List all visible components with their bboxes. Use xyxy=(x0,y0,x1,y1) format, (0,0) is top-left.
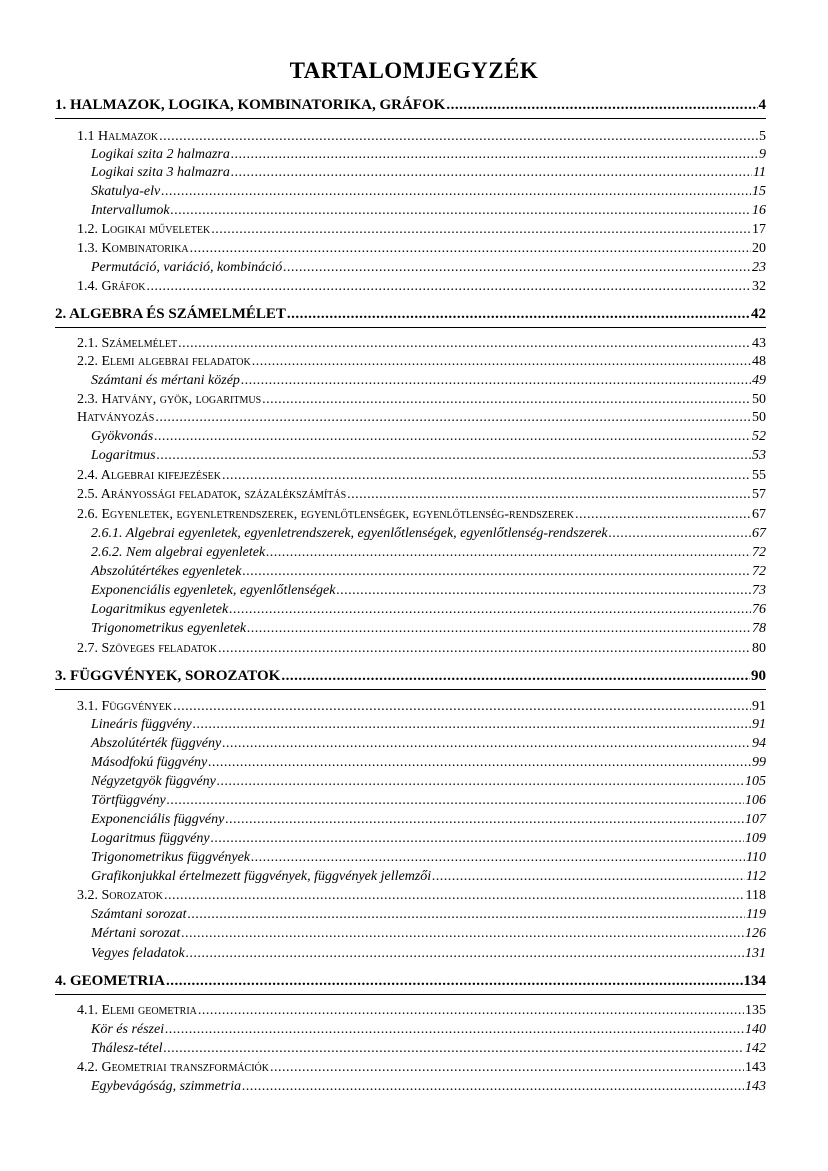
toc-entry-label: Abszolútérték függvény xyxy=(91,736,222,751)
chapter-divider xyxy=(55,327,766,328)
toc-entry[interactable] xyxy=(91,563,766,581)
dot-leader xyxy=(190,240,751,258)
toc-entry-page-number: 32 xyxy=(752,279,766,294)
dot-leader xyxy=(198,1002,744,1020)
toc-entry-page-number: 50 xyxy=(752,410,766,425)
toc-entry-label: Exponenciális egyenletek, egyenlőtlenségek xyxy=(91,583,336,598)
toc-entry-page-number: 72 xyxy=(752,545,766,560)
toc-entry-page-number: 99 xyxy=(752,755,766,770)
toc-entry-label: 1.4. Gráfok xyxy=(77,279,146,294)
toc-entry-page-number: 134 xyxy=(743,973,766,989)
dot-leader xyxy=(178,335,751,353)
toc-entry-page-number: 49 xyxy=(752,373,766,388)
toc-entry[interactable] xyxy=(91,773,766,791)
toc-entry-page-number: 20 xyxy=(752,241,766,256)
dot-leader xyxy=(173,698,751,716)
toc-entry-label: 4.2. Geometriai transzformációk xyxy=(77,1060,270,1075)
dot-leader xyxy=(231,146,758,164)
dot-leader xyxy=(171,202,751,220)
toc-entry-label: 2.3. Hatvány, gyök, logaritmus xyxy=(77,392,262,407)
toc-entry-page-number: 53 xyxy=(752,448,766,463)
toc-entry-label: 2.2. Elemi algebrai feladatok xyxy=(77,354,251,369)
dot-leader xyxy=(251,849,745,867)
dot-leader xyxy=(281,667,750,685)
dot-leader xyxy=(164,1040,744,1058)
toc-entry-label: 1.2. Logikai műveletek xyxy=(77,222,211,237)
toc-entry-page-number: 11 xyxy=(753,165,766,180)
dot-leader xyxy=(242,563,751,581)
toc-entry-page-number: 15 xyxy=(752,184,766,199)
toc-entry[interactable] xyxy=(77,887,766,905)
toc-entry[interactable] xyxy=(91,447,766,465)
toc-entry-label: 2.7. Szöveges feladatok xyxy=(77,641,218,656)
toc-entry[interactable] xyxy=(91,945,766,963)
dot-leader xyxy=(159,128,758,146)
dot-leader xyxy=(157,447,751,465)
toc-entry-page-number: 119 xyxy=(746,907,766,922)
dot-leader xyxy=(155,409,751,427)
toc-entry[interactable] xyxy=(77,698,766,716)
toc-entry-label: Exponenciális függvény xyxy=(91,812,225,827)
dot-leader xyxy=(609,525,751,543)
toc-entry-page-number: 57 xyxy=(752,487,766,502)
toc-entry[interactable] xyxy=(91,906,766,924)
toc-entry-label: 2.6.2. Nem algebrai egyenletek xyxy=(91,545,266,560)
dot-leader xyxy=(283,259,751,277)
toc-entry-page-number: 55 xyxy=(752,468,766,483)
dot-leader xyxy=(252,353,751,371)
toc-entry-page-number: 43 xyxy=(752,336,766,351)
toc-entry-page-number: 143 xyxy=(745,1060,766,1075)
toc-entry-page-number: 67 xyxy=(752,507,766,522)
toc-entry-label: Hatványozás xyxy=(77,410,155,425)
toc-entry[interactable] xyxy=(55,305,766,323)
toc-entry-page-number: 106 xyxy=(745,793,766,808)
dot-leader xyxy=(229,601,751,619)
toc-entry[interactable] xyxy=(91,792,766,810)
toc-entry[interactable] xyxy=(77,221,766,239)
toc-entry[interactable] xyxy=(77,278,766,296)
toc-entry-label: 1.3. Kombinatorika xyxy=(77,241,189,256)
toc-entry[interactable] xyxy=(91,525,766,543)
chapter-divider xyxy=(55,994,766,995)
toc-entry[interactable] xyxy=(91,164,766,182)
toc-entry-label: 2. ALGEBRA ÉS SZÁMELMÉLET xyxy=(55,306,286,322)
toc-entry-label: 4.1. Elemi geometria xyxy=(77,1003,197,1018)
toc-entry-page-number: 118 xyxy=(745,888,766,903)
toc-entry[interactable] xyxy=(77,353,766,371)
dot-leader xyxy=(181,925,744,943)
toc-entry-page-number: 67 xyxy=(752,526,766,541)
toc-entry-label: Vegyes feladatok xyxy=(91,946,185,961)
toc-entry[interactable] xyxy=(77,335,766,353)
toc-entry-page-number: 50 xyxy=(752,392,766,407)
toc-entry-page-number: 131 xyxy=(745,946,766,961)
toc-entry-label: Gyökvonás xyxy=(91,429,154,444)
toc-entry-page-number: 48 xyxy=(752,354,766,369)
dot-leader xyxy=(164,887,745,905)
toc-entry-page-number: 94 xyxy=(752,736,766,751)
toc-entry-label: 1.1 Halmazok xyxy=(77,129,159,144)
toc-entry[interactable] xyxy=(77,409,766,427)
chapter-divider xyxy=(55,689,766,690)
dot-leader xyxy=(337,582,752,600)
toc-entry-label: Négyzetgyök függvény xyxy=(91,774,216,789)
toc-entry[interactable] xyxy=(91,259,766,277)
toc-entry[interactable] xyxy=(91,754,766,772)
dot-leader xyxy=(154,428,751,446)
dot-leader xyxy=(446,96,757,114)
toc-entry[interactable] xyxy=(55,972,766,990)
dot-leader xyxy=(186,945,744,963)
toc-entry-label: Logikai szita 2 halmazra xyxy=(91,147,230,162)
toc-entry[interactable] xyxy=(55,96,766,114)
toc-entry[interactable] xyxy=(91,202,766,220)
dot-leader xyxy=(225,811,744,829)
dot-leader xyxy=(222,735,751,753)
toc-entry-label: Thálesz-tétel xyxy=(91,1041,163,1056)
toc-entry-label: Logaritmus xyxy=(91,448,156,463)
toc-entry-label: Törtfüggvény xyxy=(91,793,166,808)
toc-entry-page-number: 5 xyxy=(759,129,766,144)
dot-leader xyxy=(222,467,751,485)
toc-entry-page-number: 16 xyxy=(752,203,766,218)
toc-entry-label: Skatulya-elv xyxy=(91,184,161,199)
dot-leader xyxy=(193,716,751,734)
toc-entry-label: Egybevágóság, szimmetria xyxy=(91,1079,242,1094)
toc-entry-page-number: 109 xyxy=(745,831,766,846)
toc-entry-page-number: 78 xyxy=(752,621,766,636)
toc-entry[interactable] xyxy=(91,372,766,390)
toc-entry[interactable] xyxy=(91,582,766,600)
toc-entry-label: 2.5. Arányossági feladatok, százalékszámítás xyxy=(77,487,347,502)
dot-leader xyxy=(166,972,742,990)
toc-entry-label: Trigonometrikus függvények xyxy=(91,850,251,865)
dot-leader xyxy=(161,183,751,201)
toc-entry-label: Mértani sorozat xyxy=(91,926,181,941)
toc-entry-page-number: 142 xyxy=(745,1041,766,1056)
toc-entry[interactable] xyxy=(77,467,766,485)
toc-entry-page-number: 76 xyxy=(752,602,766,617)
toc-entry[interactable] xyxy=(91,925,766,943)
chapter-divider xyxy=(55,118,766,119)
dot-leader xyxy=(241,372,751,390)
toc-entry-label: Permutáció, variáció, kombináció xyxy=(91,260,283,275)
toc-entry-label: 3. FÜGGVÉNYEK, SOROZATOK xyxy=(55,668,281,684)
toc-entry-page-number: 112 xyxy=(746,869,766,884)
toc-entry[interactable] xyxy=(77,486,766,504)
toc-entry-label: 3.2. Sorozatok xyxy=(77,888,163,903)
toc-entry-label: Logaritmikus egyenletek xyxy=(91,602,229,617)
toc-entry[interactable] xyxy=(77,128,766,146)
toc-entry[interactable] xyxy=(91,544,766,562)
toc-entry[interactable] xyxy=(55,667,766,685)
toc-entry-label: Intervallumok xyxy=(91,203,170,218)
toc-entry-label: Logikai szita 3 halmazra xyxy=(91,165,230,180)
toc-entry-page-number: 140 xyxy=(745,1022,766,1037)
toc-entry[interactable] xyxy=(77,391,766,409)
toc-entry[interactable] xyxy=(77,506,766,524)
toc-entry[interactable] xyxy=(77,640,766,658)
dot-leader xyxy=(165,1021,744,1039)
toc-entry[interactable] xyxy=(91,601,766,619)
toc-entry-page-number: 52 xyxy=(752,429,766,444)
dot-leader xyxy=(231,164,752,182)
toc-entry-label: Logaritmus függvény xyxy=(91,831,210,846)
toc-entry-label: 2.6.1. Algebrai egyenletek, egyenletrendszerek, egyenlőtlenségek, egyenlőtlenség-rendszerek xyxy=(91,526,608,541)
dot-leader xyxy=(211,830,744,848)
toc-entry-page-number: 135 xyxy=(745,1003,766,1018)
dot-leader xyxy=(432,868,745,886)
dot-leader xyxy=(287,305,750,323)
toc-entry-label: 1. HALMAZOK, LOGIKA, KOMBINATORIKA, GRÁFOK xyxy=(55,97,446,113)
toc-entry-page-number: 73 xyxy=(752,583,766,598)
toc-entry-page-number: 91 xyxy=(752,699,766,714)
dot-leader xyxy=(266,544,751,562)
toc-entry-page-number: 110 xyxy=(746,850,766,865)
toc-entry-page-number: 9 xyxy=(759,147,766,162)
toc-entry[interactable] xyxy=(77,1002,766,1020)
dot-leader xyxy=(211,221,751,239)
toc-entry-page-number: 91 xyxy=(752,717,766,732)
toc-entry-label: 3.1. Függvények xyxy=(77,699,173,714)
toc-entry[interactable] xyxy=(91,620,766,638)
dot-leader xyxy=(218,640,751,658)
dot-leader xyxy=(208,754,751,772)
toc-entry-page-number: 72 xyxy=(752,564,766,579)
toc-entry[interactable] xyxy=(91,146,766,164)
toc-entry-page-number: 143 xyxy=(745,1079,766,1094)
toc-entry-page-number: 126 xyxy=(745,926,766,941)
dot-leader xyxy=(247,620,751,638)
page-title: TARTALOMJEGYZÉK xyxy=(289,58,539,83)
toc-entry-page-number: 107 xyxy=(745,812,766,827)
toc-entry-label: Kör és részei xyxy=(91,1022,165,1037)
dot-leader xyxy=(147,278,751,296)
dot-leader xyxy=(167,792,744,810)
toc-entry[interactable] xyxy=(91,735,766,753)
toc-entry[interactable] xyxy=(91,868,766,886)
toc-entry-page-number: 80 xyxy=(752,641,766,656)
dot-leader xyxy=(347,486,751,504)
toc-entry-label: Számtani és mértani közép xyxy=(91,373,240,388)
toc-entry[interactable] xyxy=(77,1059,766,1077)
dot-leader xyxy=(217,773,744,791)
toc-entry-page-number: 42 xyxy=(751,306,766,322)
toc-entry-page-number: 17 xyxy=(752,222,766,237)
toc-entry-label: 4. GEOMETRIA xyxy=(55,973,166,989)
toc-entry-label: Lineáris függvény xyxy=(91,717,192,732)
dot-leader xyxy=(575,506,751,524)
toc-entry-label: Trigonometrikus egyenletek xyxy=(91,621,247,636)
toc-entry[interactable] xyxy=(91,1040,766,1058)
toc-entry[interactable] xyxy=(91,1078,766,1096)
toc-entry-page-number: 105 xyxy=(745,774,766,789)
toc-entry[interactable] xyxy=(91,830,766,848)
dot-leader xyxy=(242,1078,744,1096)
toc-entry[interactable] xyxy=(91,849,766,867)
toc-entry[interactable] xyxy=(91,183,766,201)
dot-leader xyxy=(188,906,745,924)
toc-entry[interactable] xyxy=(77,240,766,258)
toc-entry-label: 2.4. Algebrai kifejezések xyxy=(77,468,221,483)
toc-entry-page-number: 23 xyxy=(752,260,766,275)
toc-entry[interactable] xyxy=(91,1021,766,1039)
toc-entry-page-number: 4 xyxy=(758,97,766,113)
toc-entry-label: Másodfokú függvény xyxy=(91,755,208,770)
toc-entry-page-number: 90 xyxy=(751,668,766,684)
toc-entry[interactable] xyxy=(91,811,766,829)
toc-entry[interactable] xyxy=(91,716,766,734)
toc-entry-label: Abszolútértékes egyenletek xyxy=(91,564,242,579)
toc-entry-label: 2.6. Egyenletek, egyenletrendszerek, egyenlőtlenségek, egyenlőtlenség-rendszerek xyxy=(77,507,574,522)
dot-leader xyxy=(262,391,751,409)
toc-entry-label: 2.1. Számelmélet xyxy=(77,336,178,351)
toc-entry-label: Számtani sorozat xyxy=(91,907,187,922)
toc-entry[interactable] xyxy=(91,428,766,446)
toc-entry-label: Grafikonjukkal értelmezett függvények, függvények jellemzői xyxy=(91,869,432,884)
dot-leader xyxy=(270,1059,744,1077)
